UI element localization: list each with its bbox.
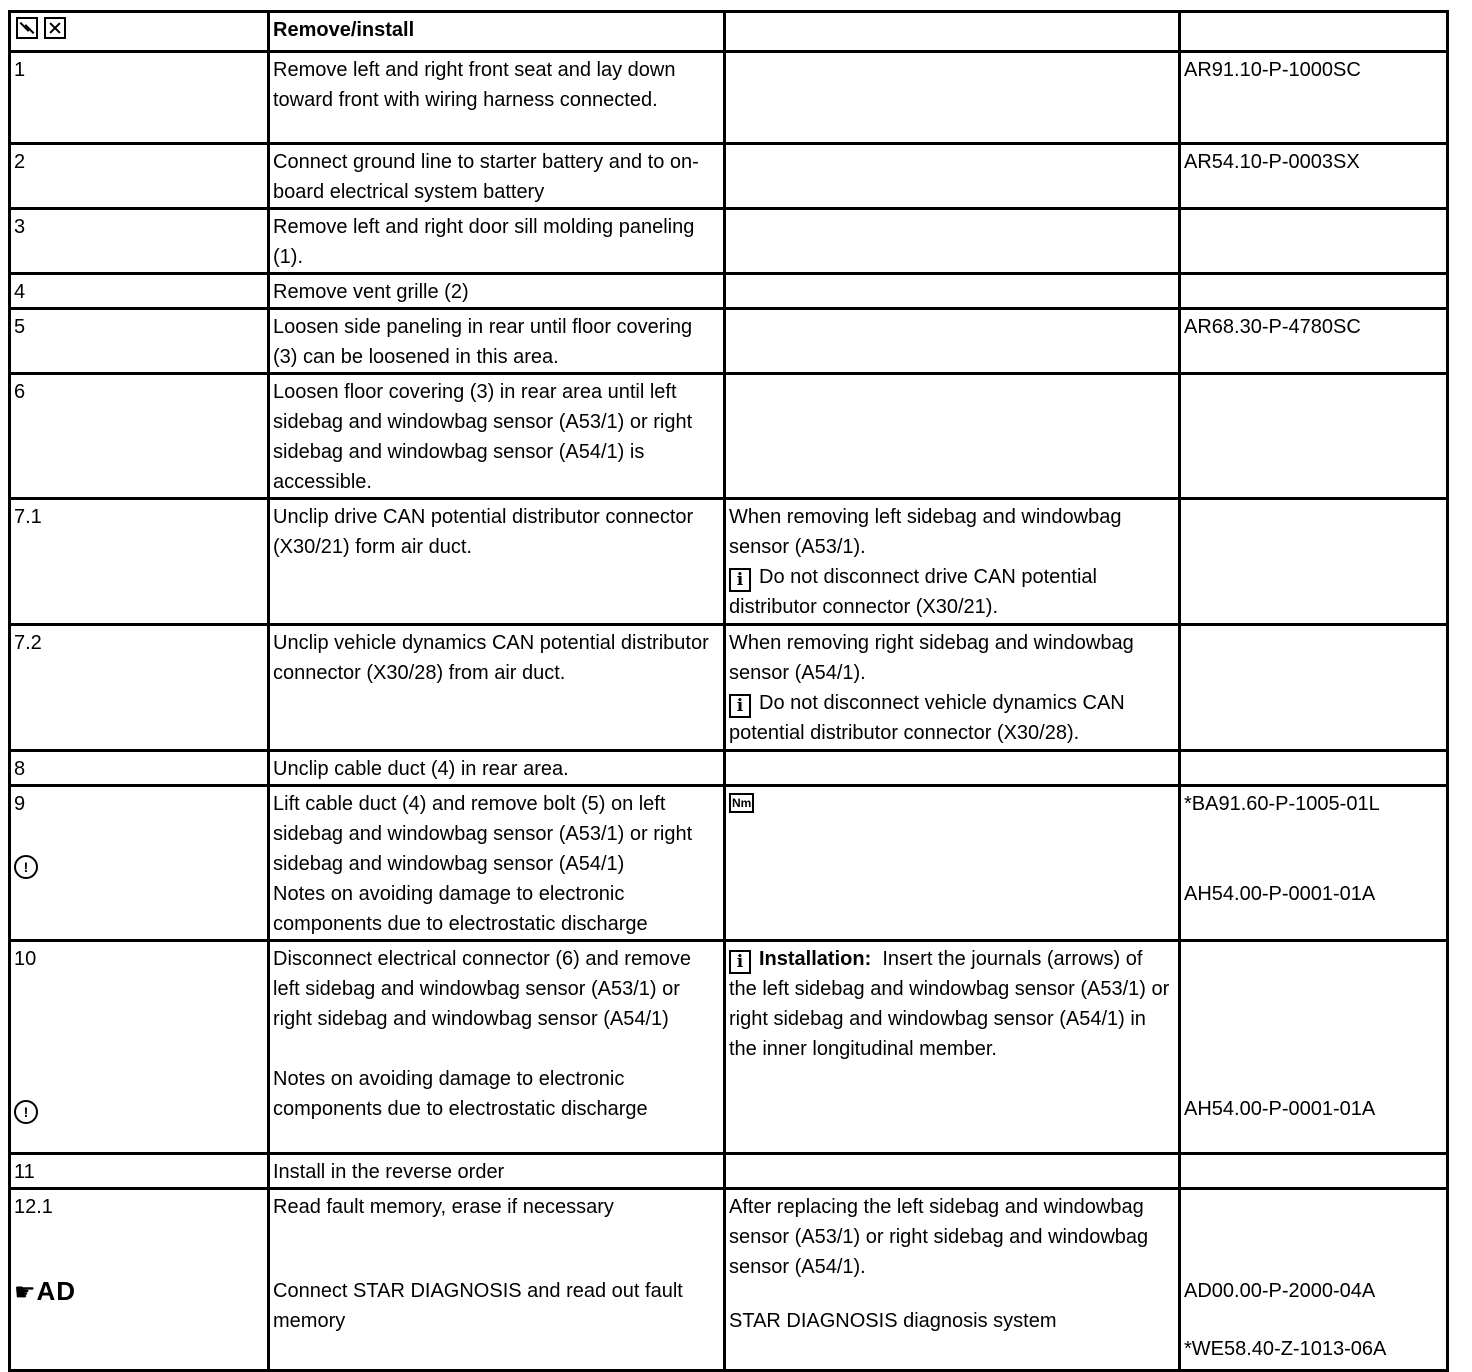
step-number-text: 12.1 [14,1196,53,1218]
step-reference[interactable]: AR91.10-P-1000SC [1180,52,1448,144]
step-reference [1180,1189,1448,1371]
step-reference [1180,941,1448,1154]
table-row [10,144,1448,209]
step-number [10,1189,269,1371]
step-reference [1180,1154,1448,1189]
step-note [725,625,1180,751]
esd-note: Notes on avoiding damage to electronic components due to electrostatic discharge [273,1068,648,1120]
step-number [10,941,269,1154]
info-icon: i [729,950,751,974]
torque-reference[interactable]: *BA91.60-P-1005-01L [1184,793,1380,815]
step-action: Unclip cable duct (4) in rear area. [269,751,725,786]
step-note [725,786,1180,941]
header-icons-cell [10,12,269,52]
tool-note: STAR DIAGNOSIS diagnosis system [729,1310,1057,1332]
header-title: Remove/install [269,12,725,52]
torque-icon[interactable]: Nm [729,793,754,813]
esd-warning-icon: ! [14,855,38,879]
table-row [10,751,1448,786]
collapse-icon[interactable] [44,17,66,39]
info-note-text: Do not disconnect drive CAN potential distributor connector (X30/21). [729,566,1097,618]
step-number: 2 [10,144,269,209]
diagnosis-action: Connect STAR DIAGNOSIS and read out fault memory [273,1280,683,1332]
step-note [725,751,1180,786]
step-number-text: 10 [14,948,37,970]
step-number: 5 [10,309,269,374]
step-reference [1180,625,1448,751]
step-action: Remove vent grille (2) [269,274,725,309]
step-reference [1180,786,1448,941]
table-row [10,309,1448,374]
step-reference [1180,209,1448,274]
step-number: 3 [10,209,269,274]
step-note [725,499,1180,625]
note-text: Insert the journals (arrows) of the left sidebag and windowbag sensor (A53/1) or right sidebag and windowbag sensor (A54/1) in the inner longitudinal member. [729,948,1170,1060]
step-number: 7.1 [10,499,269,625]
table-row [10,625,1448,751]
step-action-text: Lift cable duct (4) and remove bolt (5) on left sidebag and windowbag sensor (A53/1) or right sidebag and windowbag sensor (A54/1) [273,793,693,875]
step-note [725,209,1180,274]
step-action-text: Disconnect electrical connector (6) and remove left sidebag and windowbag sensor (A53/1) or right sidebag and windowbag sensor (A54/1) [273,948,691,1030]
step-action: Install in the reverse order [269,1154,725,1189]
table-row [10,52,1448,144]
info-note [729,688,1175,748]
step-note [725,309,1180,374]
step-reference [1180,374,1448,499]
step-note [725,941,1180,1154]
step-number: 6 [10,374,269,499]
diagnosis-marker [14,1276,264,1307]
note-text: When removing right sidebag and windowbag sensor (A54/1). [729,632,1134,684]
step-note [725,1189,1180,1371]
esd-warning-icon: ! [14,1100,38,1124]
step-reference [1180,751,1448,786]
ad-label: AD [36,1276,77,1306]
table-row [10,274,1448,309]
step-note [725,374,1180,499]
step-action-text: Read fault memory, erase if necessary [273,1196,614,1218]
step-action: Loosen floor covering (3) in rear area until left sidebag and windowbag sensor (A53/1) or right sidebag and windowbag sensor (A54/1) is accessible. [269,374,725,499]
step-number-text: 9 [14,793,26,815]
step-action: Connect ground line to starter battery and to on-board electrical system battery [269,144,725,209]
step-number: 1 [10,52,269,144]
esd-reference[interactable]: AH54.00-P-0001-01A [1184,883,1376,905]
header-empty-cell [725,12,1180,52]
installation-label: Installation: [759,948,872,970]
note-text: When removing left sidebag and windowbag sensor (A53/1). [729,506,1122,558]
esd-note: Notes on avoiding damage to electronic components due to electrostatic discharge [273,883,648,935]
step-note [725,1154,1180,1189]
table-row [10,1154,1448,1189]
step-action [269,941,725,1154]
step-reference[interactable]: AR68.30-P-4780SC [1180,309,1448,374]
table-row [10,499,1448,625]
step-number: 4 [10,274,269,309]
table-row [10,941,1448,1154]
info-icon: i [729,568,751,592]
step-action [269,1189,725,1371]
info-note-text: Do not disconnect vehicle dynamics CAN potential distributor connector (X30/28). [729,692,1125,744]
step-action: Remove left and right front seat and lay down toward front with wiring harness connected. [269,52,725,144]
pointing-hand-icon: ☛ [14,1278,37,1306]
table-header-row [10,12,1448,52]
step-reference[interactable]: AR54.10-P-0003SX [1180,144,1448,209]
step-reference [1180,499,1448,625]
step-action: Loosen side paneling in rear until floor covering (3) can be loosened in this area. [269,309,725,374]
table-row [10,374,1448,499]
note-text: After replacing the left sidebag and windowbag sensor (A53/1) or right sidebag and windowbag sensor (A54/1). [729,1196,1149,1278]
step-note [725,274,1180,309]
tool-reference[interactable]: *WE58.40-Z-1013-06A [1184,1338,1387,1360]
step-action: Unclip drive CAN potential distributor connector (X30/21) form air duct. [269,499,725,625]
step-note [725,52,1180,144]
diagnosis-reference[interactable]: AD00.00-P-2000-04A [1184,1280,1376,1302]
table-row [10,786,1448,941]
info-note [729,562,1175,622]
step-reference [1180,274,1448,309]
step-note [725,144,1180,209]
step-number: 8 [10,751,269,786]
expand-icon[interactable] [16,17,38,39]
table-row [10,1189,1448,1371]
esd-reference[interactable]: AH54.00-P-0001-01A [1184,1098,1376,1120]
step-number [10,786,269,941]
step-number: 7.2 [10,625,269,751]
step-action: Remove left and right door sill molding paneling (1). [269,209,725,274]
info-icon: i [729,694,751,718]
table-row [10,209,1448,274]
step-number: 11 [10,1154,269,1189]
header-empty-cell [1180,12,1448,52]
procedure-table [8,10,1449,1372]
step-action [269,786,725,941]
step-action: Unclip vehicle dynamics CAN potential distributor connector (X30/28) from air duct. [269,625,725,751]
